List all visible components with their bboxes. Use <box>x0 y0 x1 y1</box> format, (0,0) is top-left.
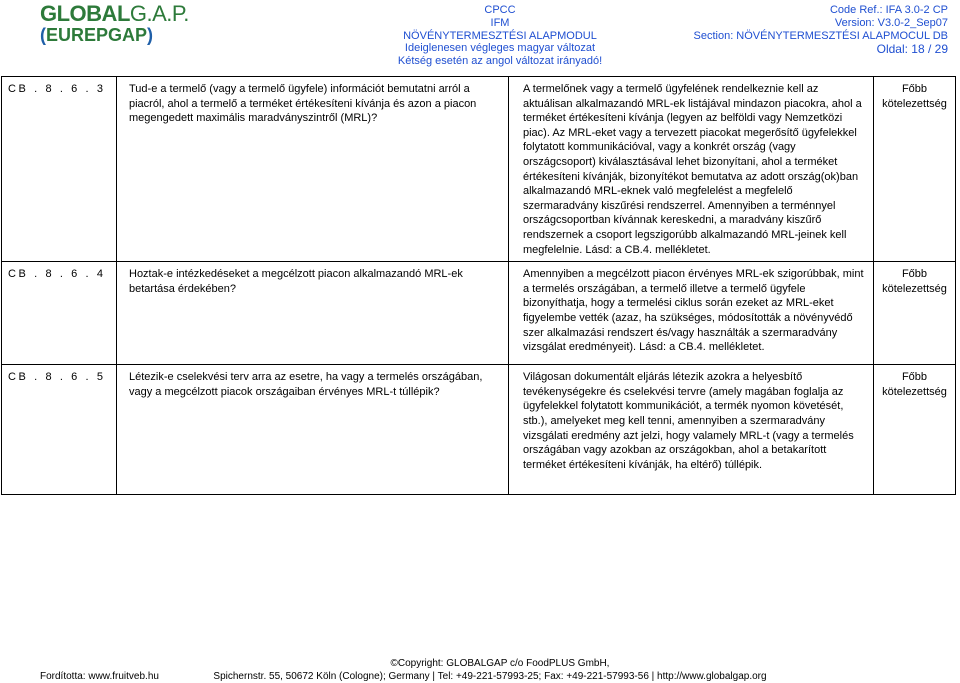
logo-eurepgap-text: EUREPGAP <box>46 25 148 45</box>
table-row <box>2 365 956 495</box>
logo-globalgap-text: GLOBAL <box>40 1 130 26</box>
header-page-number: Oldal: 18 / 29 <box>876 42 948 57</box>
header-center-block <box>380 4 620 68</box>
compliance-level: Főbb kötelezettség <box>874 77 956 262</box>
control-point-code: CB . 8 . 6 . 5 <box>2 365 117 495</box>
requirements-table <box>1 76 956 495</box>
control-point-code: CB . 8 . 6 . 4 <box>2 262 117 365</box>
logo-paren-open: ( <box>40 25 46 45</box>
footer-address: Spichernstr. 55, 50672 Köln (Cologne); Germany | Tel: +49-221-57993-25; Fax: +49-221-57993-56 | http://www.globalgap.org <box>213 671 767 682</box>
header-right-block <box>648 4 948 56</box>
compliance-criteria: Amennyiben a megcélzott piacon érvényes MRL-ek szigorúbbak, mint a termelés országában, a termelő illetve a termelő ügyfele bizonyíthatja, hogy a termelési ciklus során ezeket az MRL-eket figyelembe vették (azaz, ha szükséges, módosították a növényvédő szer alkalmazási rendszert és/vagy használták a szermaradvány vizsgálat eredményeit). Lásd: a CB.4. mellékletet. <box>509 262 874 365</box>
header-cpcc: CPCC <box>484 4 516 16</box>
logo-gap-text: G.A.P. <box>129 1 189 26</box>
compliance-criteria: Világosan dokumentált eljárás létezik azokra a helyesbítő tevékenységekre és cselekvési tervre (amely magában foglalja az ügyfelekkel folytatott kommunikációt, a termék nyomon követését, stb.), amelyeket meg kell tenni, amennyiben a szermaradvány vizsgálati eredmény azt jelzi, hogy valamely MRL-t (vagy a termelés országában vagy azokban az országokban, ahol a betakarított terméket értékesíteni kívánják, ha eltérő) túllépik. <box>509 365 874 495</box>
header-module: NÖVÉNYTERMESZTÉSI ALAPMODUL <box>403 29 597 42</box>
header-ifm: IFM <box>490 16 510 29</box>
compliance-level: Főbb kötelezettség <box>874 365 956 495</box>
control-point-question: Hoztak-e intézkedéseket a megcélzott piacon alkalmazandó MRL-ek betartása érdekében? <box>117 262 509 365</box>
header-version: Version: V3.0-2_Sep07 <box>834 16 948 29</box>
header-code-ref: Code Ref.: IFA 3.0-2 CP <box>829 4 948 16</box>
logo-paren-close: ) <box>147 25 154 45</box>
globalgap-logo <box>40 2 210 46</box>
header-version-note: Ideiglenesen végleges magyar változat <box>404 42 596 55</box>
footer-copyright: ©Copyright: GLOBALGAP c/o FoodPLUS GmbH, <box>390 658 610 669</box>
control-point-question: Tud-e a termelő (vagy a termelő ügyfele) információt bemutatni arról a piacról, ahol a termelő a terméket értékesíteni kívánja és azon a piacon megengedett maximális maradványszintről (MRL)? <box>117 77 509 262</box>
compliance-criteria: A termelőnek vagy a termelő ügyfelének rendelkeznie kell az aktuálisan alkalmazandó MRL-ek listájával mindazon piacokra, ahol a terméket értékesíteni kívánja (legyen az belföldi vagy Nemzetközi piac). Az MRL-eket vagy a tervezett piacokat megerősítő ügyfelekkel folytatott kommunikációval, vagy a konkrét ország (vagy országcsoport) kiválasztásával lehet bizonyítani, ahol a terméket értékesíteni kívánják, bizonyítékot bemutatva az adott ország(ok)ban alkalmazandó MRL-eknek való megfelelést a megfelelő szermaradvány kiszűrési rendszerrel. Amennyiben a terménnyel országcsoportban kívánnak kereskedni, a maradvány kiszűrő rendszernek a csoport legszigorúbb alkalmazandó MRL-jeinek kell megfelelnie. Lásd: a CB.4. mellékletet. <box>509 77 874 262</box>
compliance-level: Főbb kötelezettség <box>874 262 956 365</box>
header-language-note: Kétség esetén az angol változat irányadó! <box>397 55 603 68</box>
page-footer <box>0 657 960 683</box>
header-section: Section: NÖVÉNYTERMESZTÉSI ALAPMOCUL DB <box>693 29 948 42</box>
table-row <box>2 77 956 262</box>
table-row <box>2 262 956 365</box>
control-point-question: Létezik-e cselekvési terv arra az esetre, ha vagy a termelés országában, vagy a megcélzott piacok országaiban érvényes MRL-t túllépik? <box>117 365 509 495</box>
footer-translator: Fordította: www.fruitveb.hu <box>40 671 159 682</box>
control-point-code: CB . 8 . 6 . 3 <box>2 77 117 262</box>
